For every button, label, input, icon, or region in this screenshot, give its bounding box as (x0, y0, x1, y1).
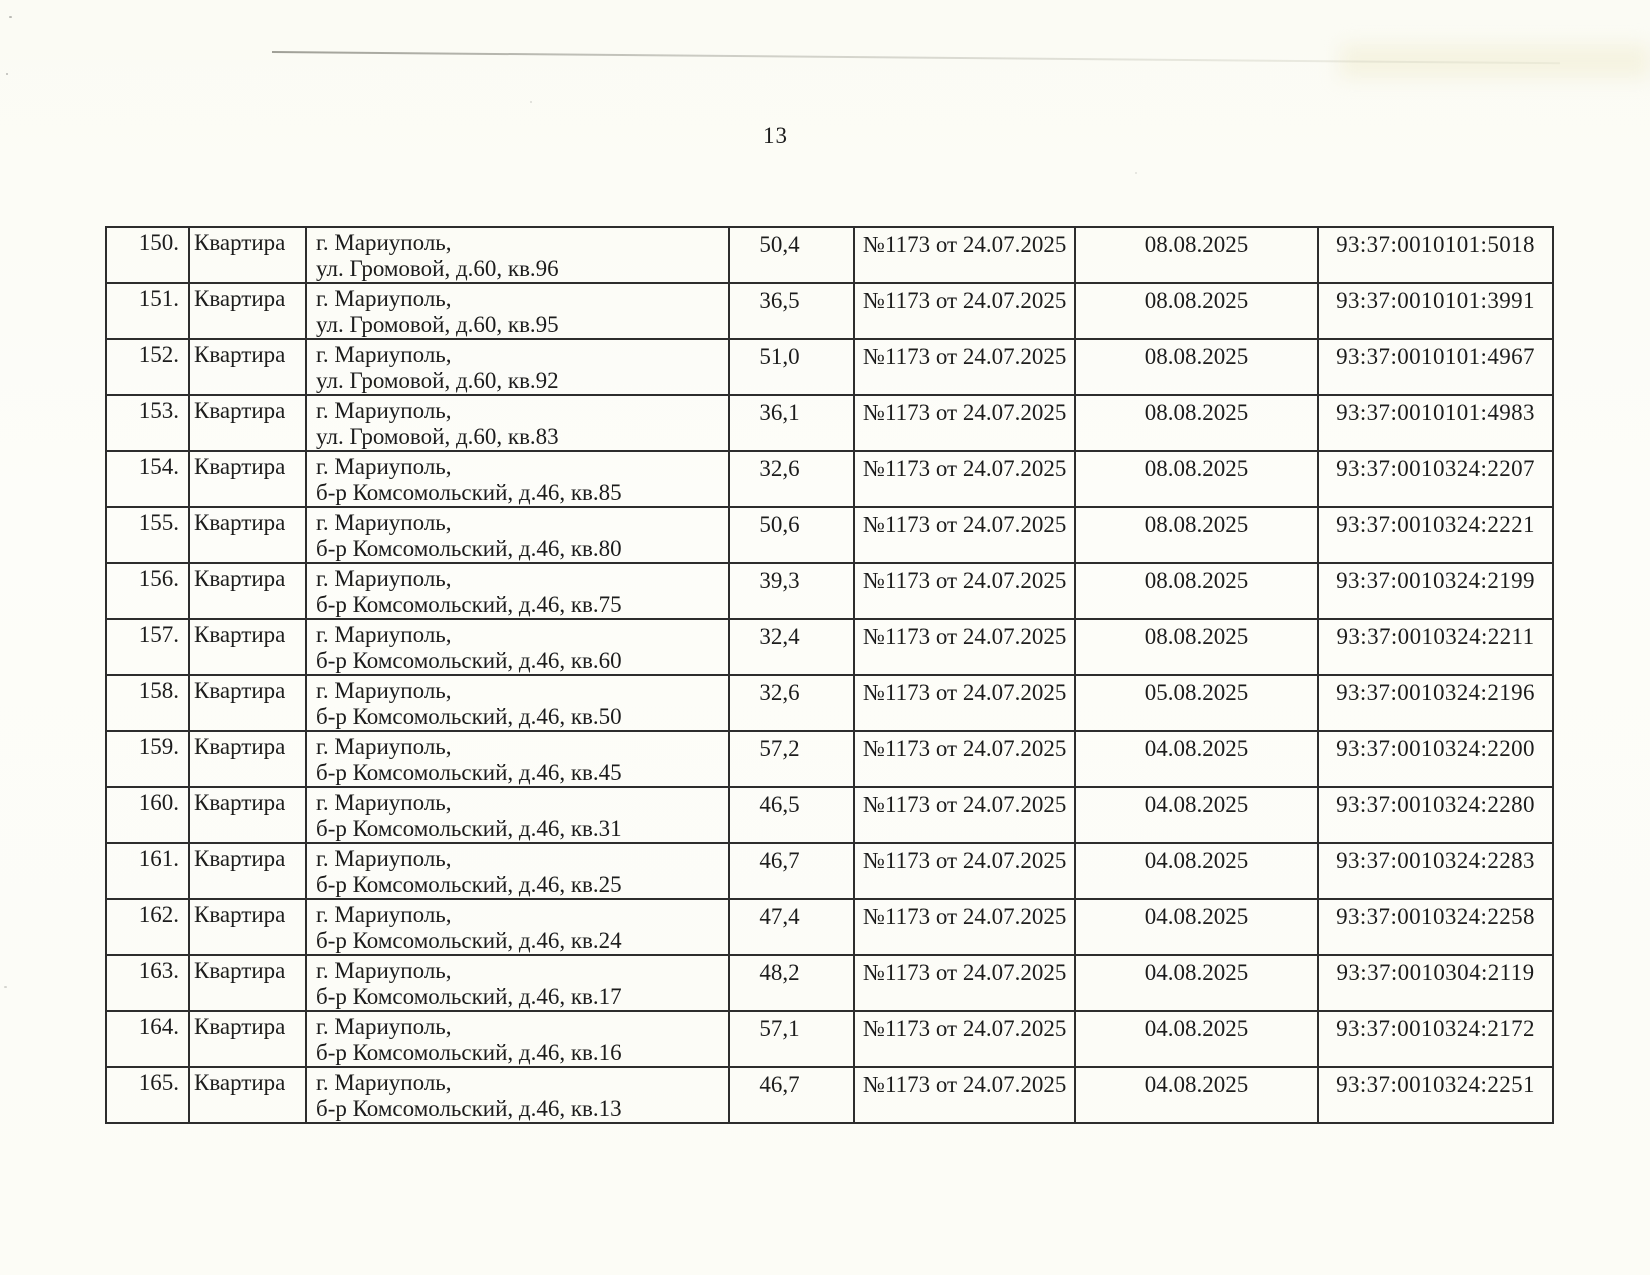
date-cell: 08.08.2025 (1075, 283, 1318, 339)
document-cell: №1173 от 24.07.2025 (854, 1011, 1075, 1067)
area-cell: 51,0 (729, 339, 854, 395)
table-row (106, 227, 1553, 283)
table-row (106, 507, 1553, 563)
document-cell: №1173 от 24.07.2025 (854, 395, 1075, 451)
cadastral-number-cell: 93:37:0010324:2196 (1318, 675, 1553, 731)
date-cell: 08.08.2025 (1075, 395, 1318, 451)
row-number-cell: 165. (106, 1067, 189, 1123)
document-cell: №1173 от 24.07.2025 (854, 1067, 1075, 1123)
area-cell: 36,1 (729, 395, 854, 451)
address-cell (306, 675, 729, 731)
address-street-line: б-р Комсомольский, д.46, кв.16 (316, 1040, 622, 1065)
table-row (106, 395, 1553, 451)
address-cell (306, 339, 729, 395)
scan-speckle (1135, 172, 1137, 174)
property-registry-table (105, 226, 1554, 1124)
row-number-cell: 160. (106, 787, 189, 843)
table-row (106, 955, 1553, 1011)
address-cell (306, 899, 729, 955)
date-cell: 04.08.2025 (1075, 731, 1318, 787)
cadastral-number-cell: 93:37:0010101:5018 (1318, 227, 1553, 283)
row-number-cell: 155. (106, 507, 189, 563)
address-street-line: б-р Комсомольский, д.46, кв.45 (316, 760, 622, 785)
row-number-cell: 164. (106, 1011, 189, 1067)
cadastral-number-cell: 93:37:0010101:4983 (1318, 395, 1553, 451)
address-cell (306, 227, 729, 283)
row-number-cell: 161. (106, 843, 189, 899)
object-type-cell: Квартира (189, 787, 306, 843)
address-street-line: б-р Комсомольский, д.46, кв.85 (316, 480, 622, 505)
cadastral-number-cell: 93:37:0010324:2258 (1318, 899, 1553, 955)
object-type-cell: Квартира (189, 339, 306, 395)
address-city-line: г. Мариуполь, (316, 510, 452, 535)
address-street-line: б-р Комсомольский, д.46, кв.13 (316, 1096, 622, 1121)
object-type-cell: Квартира (189, 227, 306, 283)
document-cell: №1173 от 24.07.2025 (854, 955, 1075, 1011)
cadastral-number-cell: 93:37:0010324:2251 (1318, 1067, 1553, 1123)
cadastral-number-cell: 93:37:0010324:2211 (1318, 619, 1553, 675)
area-cell: 46,7 (729, 1067, 854, 1123)
table-row (106, 339, 1553, 395)
date-cell: 04.08.2025 (1075, 1011, 1318, 1067)
area-cell: 36,5 (729, 283, 854, 339)
area-cell: 57,1 (729, 1011, 854, 1067)
cadastral-number-cell: 93:37:0010304:2119 (1318, 955, 1553, 1011)
table-row (106, 899, 1553, 955)
address-street-line: б-р Комсомольский, д.46, кв.60 (316, 648, 622, 673)
document-cell: №1173 от 24.07.2025 (854, 451, 1075, 507)
object-type-cell: Квартира (189, 843, 306, 899)
table-row (106, 731, 1553, 787)
object-type-cell: Квартира (189, 395, 306, 451)
row-number-cell: 152. (106, 339, 189, 395)
table-row (106, 619, 1553, 675)
address-street-line: ул. Громовой, д.60, кв.83 (316, 424, 559, 449)
address-street-line: ул. Громовой, д.60, кв.92 (316, 368, 559, 393)
address-cell (306, 955, 729, 1011)
document-cell: №1173 от 24.07.2025 (854, 619, 1075, 675)
date-cell: 04.08.2025 (1075, 899, 1318, 955)
date-cell: 08.08.2025 (1075, 563, 1318, 619)
scan-speckle (6, 73, 8, 75)
address-cell (306, 1067, 729, 1123)
table-row (106, 283, 1553, 339)
date-cell: 08.08.2025 (1075, 619, 1318, 675)
table-row (106, 1011, 1553, 1067)
cadastral-number-cell: 93:37:0010324:2199 (1318, 563, 1553, 619)
address-city-line: г. Мариуполь, (316, 678, 452, 703)
address-city-line: г. Мариуполь, (316, 342, 452, 367)
address-cell (306, 507, 729, 563)
address-street-line: б-р Комсомольский, д.46, кв.50 (316, 704, 622, 729)
address-city-line: г. Мариуполь, (316, 902, 452, 927)
object-type-cell: Квартира (189, 899, 306, 955)
address-city-line: г. Мариуполь, (316, 230, 452, 255)
object-type-cell: Квартира (189, 619, 306, 675)
scan-speckle (4, 986, 7, 988)
address-street-line: б-р Комсомольский, д.46, кв.24 (316, 928, 622, 953)
document-cell: №1173 от 24.07.2025 (854, 283, 1075, 339)
object-type-cell: Квартира (189, 283, 306, 339)
address-street-line: ул. Громовой, д.60, кв.95 (316, 312, 559, 337)
area-cell: 50,6 (729, 507, 854, 563)
area-cell: 32,4 (729, 619, 854, 675)
address-city-line: г. Мариуполь, (316, 1070, 452, 1095)
address-street-line: б-р Комсомольский, д.46, кв.80 (316, 536, 622, 561)
date-cell: 04.08.2025 (1075, 1067, 1318, 1123)
property-table-body (106, 227, 1553, 1123)
cadastral-number-cell: 93:37:0010324:2172 (1318, 1011, 1553, 1067)
table-row (106, 563, 1553, 619)
row-number-cell: 150. (106, 227, 189, 283)
cadastral-number-cell: 93:37:0010324:2280 (1318, 787, 1553, 843)
document-cell: №1173 от 24.07.2025 (854, 563, 1075, 619)
document-cell: №1173 от 24.07.2025 (854, 227, 1075, 283)
area-cell: 46,5 (729, 787, 854, 843)
address-street-line: б-р Комсомольский, д.46, кв.17 (316, 984, 622, 1009)
object-type-cell: Квартира (189, 675, 306, 731)
address-cell (306, 619, 729, 675)
date-cell: 08.08.2025 (1075, 227, 1318, 283)
address-city-line: г. Мариуполь, (316, 790, 452, 815)
row-number-cell: 154. (106, 451, 189, 507)
address-cell (306, 563, 729, 619)
address-cell (306, 451, 729, 507)
cadastral-number-cell: 93:37:0010324:2207 (1318, 451, 1553, 507)
document-cell: №1173 от 24.07.2025 (854, 899, 1075, 955)
address-cell (306, 1011, 729, 1067)
address-city-line: г. Мариуполь, (316, 398, 452, 423)
row-number-cell: 163. (106, 955, 189, 1011)
date-cell: 04.08.2025 (1075, 843, 1318, 899)
area-cell: 39,3 (729, 563, 854, 619)
address-city-line: г. Мариуполь, (316, 846, 452, 871)
document-cell: №1173 от 24.07.2025 (854, 507, 1075, 563)
scan-speckle (9, 16, 12, 18)
object-type-cell: Квартира (189, 731, 306, 787)
row-number-cell: 159. (106, 731, 189, 787)
address-street-line: б-р Комсомольский, д.46, кв.75 (316, 592, 622, 617)
scan-speckle (530, 101, 532, 103)
row-number-cell: 162. (106, 899, 189, 955)
address-city-line: г. Мариуполь, (316, 958, 452, 983)
object-type-cell: Квартира (189, 563, 306, 619)
area-cell: 32,6 (729, 675, 854, 731)
address-cell (306, 731, 729, 787)
document-cell: №1173 от 24.07.2025 (854, 675, 1075, 731)
row-number-cell: 157. (106, 619, 189, 675)
document-cell: №1173 от 24.07.2025 (854, 731, 1075, 787)
object-type-cell: Квартира (189, 955, 306, 1011)
address-street-line: ул. Громовой, д.60, кв.96 (316, 256, 559, 281)
row-number-cell: 156. (106, 563, 189, 619)
address-street-line: б-р Комсомольский, д.46, кв.25 (316, 872, 622, 897)
cadastral-number-cell: 93:37:0010324:2221 (1318, 507, 1553, 563)
table-row (106, 451, 1553, 507)
address-city-line: г. Мариуполь, (316, 734, 452, 759)
area-cell: 57,2 (729, 731, 854, 787)
address-cell (306, 395, 729, 451)
area-cell: 32,6 (729, 451, 854, 507)
date-cell: 04.08.2025 (1075, 955, 1318, 1011)
document-cell: №1173 от 24.07.2025 (854, 787, 1075, 843)
cadastral-number-cell: 93:37:0010101:4967 (1318, 339, 1553, 395)
area-cell: 48,2 (729, 955, 854, 1011)
area-cell: 47,4 (729, 899, 854, 955)
date-cell: 08.08.2025 (1075, 451, 1318, 507)
date-cell: 05.08.2025 (1075, 675, 1318, 731)
document-cell: №1173 от 24.07.2025 (854, 843, 1075, 899)
cadastral-number-cell: 93:37:0010324:2283 (1318, 843, 1553, 899)
address-city-line: г. Мариуполь, (316, 286, 452, 311)
date-cell: 08.08.2025 (1075, 507, 1318, 563)
object-type-cell: Квартира (189, 451, 306, 507)
address-cell (306, 283, 729, 339)
address-cell (306, 843, 729, 899)
date-cell: 04.08.2025 (1075, 787, 1318, 843)
object-type-cell: Квартира (189, 1067, 306, 1123)
row-number-cell: 153. (106, 395, 189, 451)
date-cell: 08.08.2025 (1075, 339, 1318, 395)
object-type-cell: Квартира (189, 1011, 306, 1067)
area-cell: 46,7 (729, 843, 854, 899)
page-number: 13 (763, 123, 788, 148)
document-cell: №1173 от 24.07.2025 (854, 339, 1075, 395)
address-city-line: г. Мариуполь, (316, 622, 452, 647)
table-row (106, 787, 1553, 843)
address-city-line: г. Мариуполь, (316, 454, 452, 479)
cadastral-number-cell: 93:37:0010101:3991 (1318, 283, 1553, 339)
cadastral-number-cell: 93:37:0010324:2200 (1318, 731, 1553, 787)
row-number-cell: 151. (106, 283, 189, 339)
address-cell (306, 787, 729, 843)
object-type-cell: Квартира (189, 507, 306, 563)
table-row (106, 675, 1553, 731)
row-number-cell: 158. (106, 675, 189, 731)
address-city-line: г. Мариуполь, (316, 1014, 452, 1039)
area-cell: 50,4 (729, 227, 854, 283)
table-row (106, 1067, 1553, 1123)
address-city-line: г. Мариуполь, (316, 566, 452, 591)
address-street-line: б-р Комсомольский, д.46, кв.31 (316, 816, 622, 841)
table-row (106, 843, 1553, 899)
